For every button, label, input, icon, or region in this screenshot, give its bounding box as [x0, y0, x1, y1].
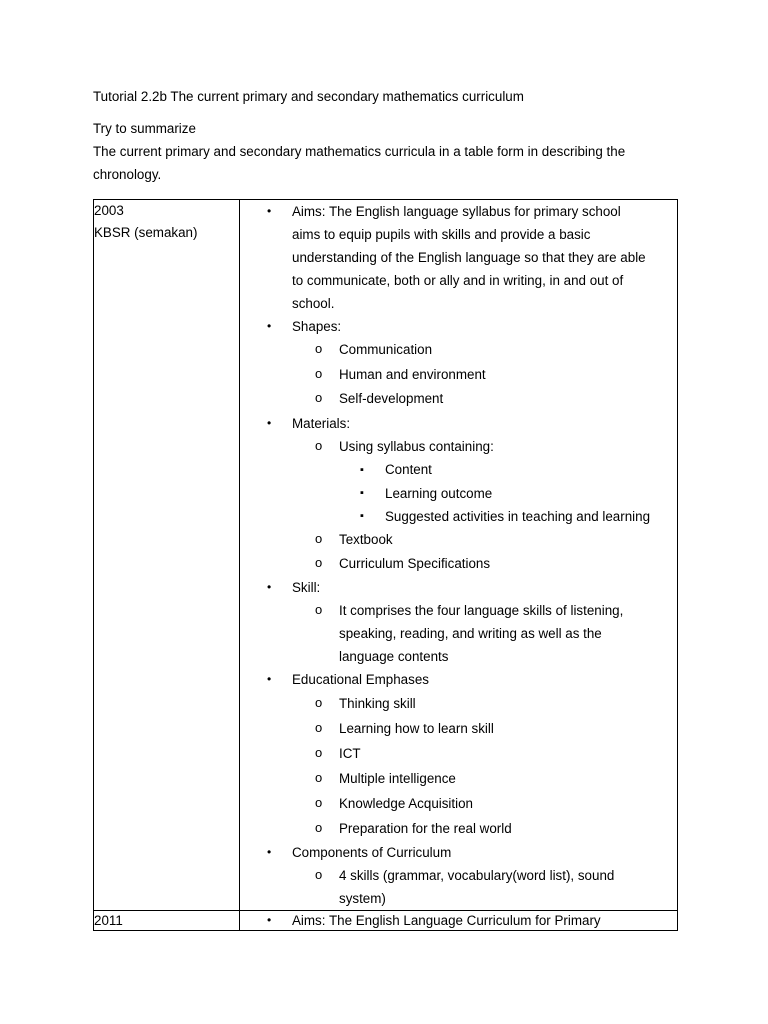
year-label: 2003 [94, 203, 124, 218]
circle-bullet-icon: o [315, 530, 323, 546]
subitem-text: Knowledge Acquisition [339, 795, 473, 811]
circle-bullet-icon: o [315, 694, 323, 710]
shapes-subitem [240, 363, 677, 388]
square-bullet-icon: ▪ [360, 509, 364, 522]
materials-subitem [240, 435, 677, 458]
subitem-text: Content [385, 461, 432, 477]
aims-line: understanding of the English language so that they are able [292, 250, 646, 265]
subitem-text: Learning how to learn skill [339, 720, 494, 736]
document-title: Tutorial 2.2b The current primary and secondary mathematics curriculum [93, 89, 524, 104]
bullet-icon: • [267, 415, 272, 430]
emphases-subitem [240, 791, 677, 816]
square-bullet-icon: ▪ [360, 463, 364, 476]
year-cell [94, 910, 240, 930]
shapes-label: Shapes: [292, 319, 342, 334]
materials-item [240, 412, 677, 435]
emphases-item [240, 668, 677, 691]
emphases-subitem [240, 691, 677, 716]
circle-bullet-icon: o [315, 601, 323, 617]
shapes-subitem [240, 387, 677, 412]
materials-subitem [240, 552, 677, 576]
aims-line: to communicate, both or ally and in writing, in and out of [292, 273, 624, 288]
bullet-icon: • [267, 844, 272, 859]
content-cell [240, 200, 678, 911]
emphases-subitem [240, 716, 677, 741]
subitem-text: Using syllabus containing: [339, 438, 494, 454]
components-label: Components of Curriculum [292, 844, 452, 860]
emphases-subitem [240, 766, 677, 791]
skill-subitem [240, 599, 677, 668]
shapes-item [240, 315, 677, 338]
emphases-subitem [240, 741, 677, 766]
components-line: system) [339, 890, 386, 906]
square-bullet-icon: ▪ [360, 486, 364, 499]
table-row-2003 [94, 200, 678, 911]
bullet-icon: • [267, 912, 272, 927]
year-label: 2011 [94, 912, 123, 928]
circle-bullet-icon: o [315, 437, 323, 453]
aims-line: Aims: The English language syllabus for primary school [292, 204, 621, 219]
circle-bullet-icon: o [315, 744, 323, 760]
syllabus-subitem [240, 505, 677, 528]
description-line-2: chronology. [93, 167, 162, 182]
aims-line: aims to equip pupils with skills and provide a basic [292, 227, 591, 242]
shapes-subitem [240, 338, 677, 363]
aims-item [240, 200, 677, 315]
table-row-2011 [94, 910, 678, 930]
circle-bullet-icon: o [315, 769, 323, 785]
circle-bullet-icon: o [315, 719, 323, 735]
syllabus-subitem [240, 482, 677, 505]
content-cell [240, 910, 678, 930]
components-line: 4 skills (grammar, vocabulary(word list), sound [339, 867, 615, 883]
circle-bullet-icon: o [315, 554, 323, 570]
emphases-subitem [240, 816, 677, 841]
subitem-text: Self-development [339, 391, 444, 406]
circle-bullet-icon: o [315, 866, 323, 882]
subitem-text: Curriculum Specifications [339, 555, 491, 571]
skill-item [240, 576, 677, 599]
curriculum-name: KBSR (semakan) [94, 225, 198, 240]
skill-label: Skill: [292, 579, 321, 595]
bullet-icon: • [267, 579, 272, 594]
syllabus-subitem [240, 458, 677, 482]
subitem-text: Preparation for the real world [339, 820, 512, 836]
subitem-text: ICT [339, 745, 361, 761]
subitem-text: Suggested activities in teaching and learning [385, 508, 651, 524]
subitem-text: Communication [339, 342, 433, 357]
subitem-text: Multiple intelligence [339, 770, 456, 786]
skill-line: speaking, reading, and writing as well as the [339, 625, 602, 641]
aims-line: Aims: The English Language Curriculum for Primary [292, 912, 601, 928]
components-item [240, 841, 677, 864]
description-line-1: The current primary and secondary mathematics curricula in a table form in describing the [93, 144, 626, 159]
skill-line: It comprises the four language skills of listening, [339, 602, 624, 618]
year-cell [94, 200, 240, 911]
bullet-icon: • [267, 671, 272, 686]
circle-bullet-icon: o [315, 819, 323, 835]
components-subitem [240, 864, 677, 910]
subitem-text: Textbook [339, 531, 393, 547]
circle-bullet-icon: o [315, 794, 323, 810]
aims-item [240, 911, 677, 930]
subitem-text: Human and environment [339, 366, 486, 382]
aims-line: school. [292, 296, 335, 311]
circle-bullet-icon: o [315, 341, 323, 356]
bullet-icon: • [267, 204, 272, 218]
circle-bullet-icon: o [315, 365, 323, 381]
circle-bullet-icon: o [315, 390, 323, 405]
materials-label: Materials: [292, 415, 351, 431]
subitem-text: Thinking skill [339, 695, 416, 711]
skill-line: language contents [339, 648, 449, 664]
materials-subitem [240, 528, 677, 552]
subitem-text: Learning outcome [385, 485, 493, 501]
curriculum-table [93, 199, 678, 931]
instruction-text: Try to summarize [93, 121, 196, 136]
emphases-label: Educational Emphases [292, 671, 429, 687]
bullet-icon: • [267, 319, 272, 333]
